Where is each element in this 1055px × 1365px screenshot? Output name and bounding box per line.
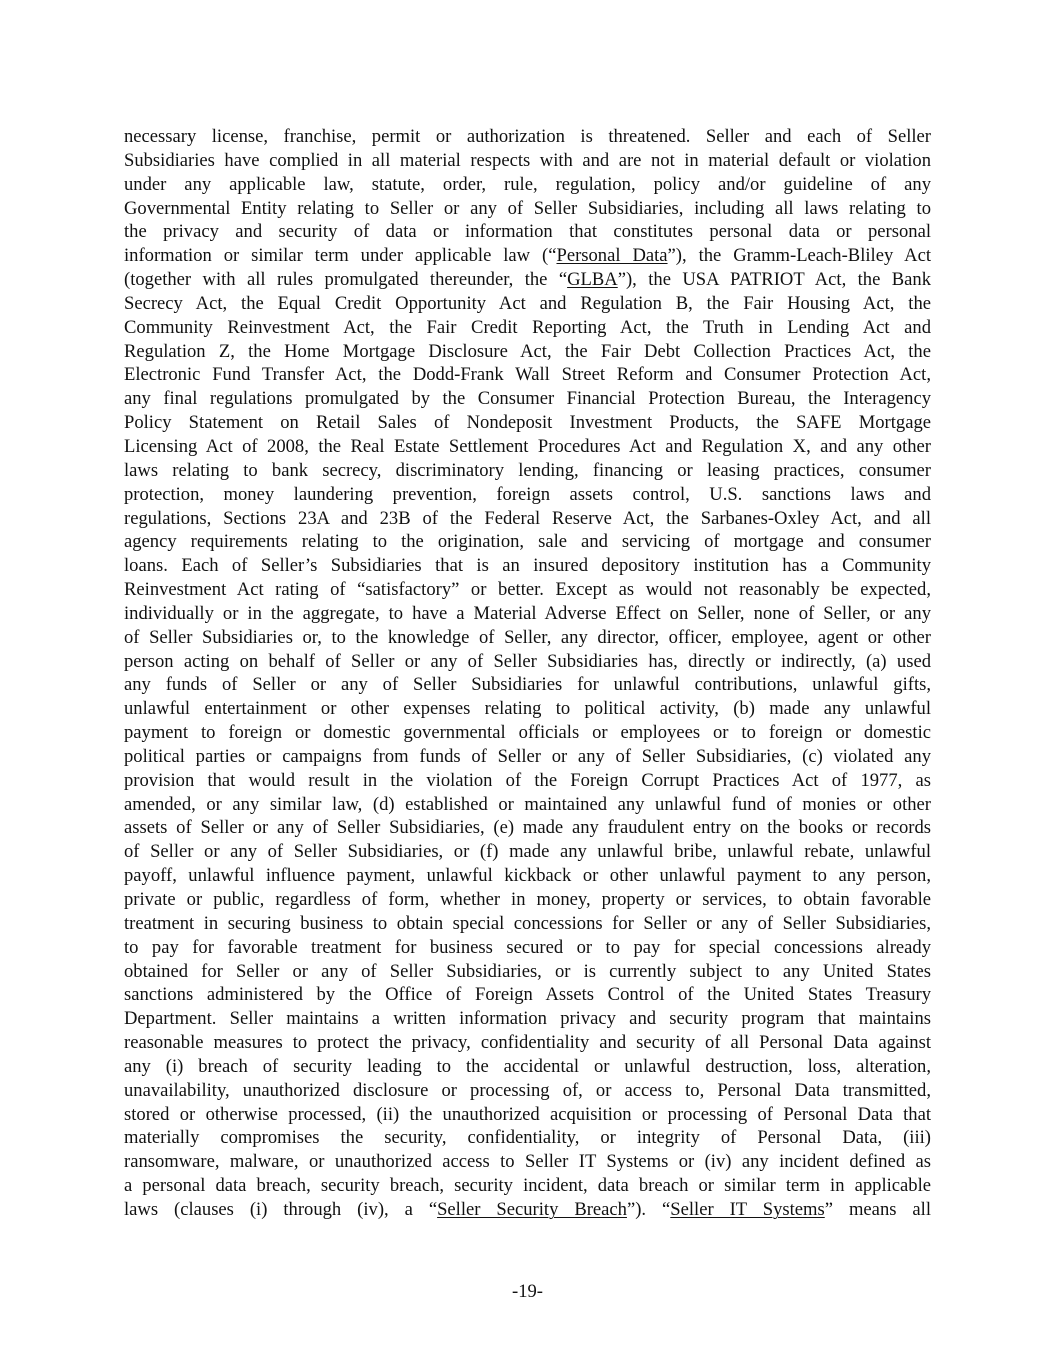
text-line (124, 554, 931, 578)
text-run: ”), the Gramm-Leach-Bliley Act (667, 245, 931, 267)
text-run: Regulation Z, the Home Mortgage Disclosure Act, the Fair Debt Collection Practices Act, the (124, 340, 931, 362)
text-line (124, 459, 931, 483)
text-run: loans. Each of Seller’s Subsidiaries that is an insured depository institution has a Community (124, 555, 931, 577)
text-line (124, 650, 931, 674)
text-line (124, 363, 931, 387)
text-line (124, 411, 931, 435)
text-run: (together with all rules promulgated thereunder, the “ (124, 269, 568, 291)
text-line (124, 149, 931, 173)
text-run: a personal data breach, security breach, security incident, data breach or similar term in applicable (124, 1175, 931, 1197)
text-run: of Seller or any of Seller Subsidiaries, or (f) made any unlawful bribe, unlawful rebate, unlawful (124, 841, 931, 863)
text-line (124, 769, 931, 793)
text-run: private or public, regardless of form, whether in money, property or services, to obtain favorable (124, 889, 931, 910)
text-line (124, 1031, 931, 1055)
text-line (124, 268, 931, 292)
text-line (124, 983, 931, 1007)
text-line (124, 1055, 931, 1079)
text-line (124, 793, 931, 817)
text-line (124, 1126, 931, 1150)
text-line (124, 1007, 931, 1031)
text-line (124, 435, 931, 459)
text-run: Secrecy Act, the Equal Credit Opportunity Act and Regulation B, the Fair Housing Act, the (124, 292, 931, 314)
text-run: ” means all (824, 1198, 932, 1220)
text-run: any funds of Seller or any of Seller Subsidiaries for unlawful contributions, unlawful gifts, (124, 674, 931, 696)
text-run: Reinvestment Act rating of “satisfactory” or better. Except as would not reasonably be expected, (124, 579, 931, 601)
text-line (124, 483, 931, 507)
text-line (124, 316, 931, 340)
text-line (124, 673, 931, 697)
defined-term: Seller Security Breach (437, 1198, 627, 1220)
text-run: laws relating to bank secrecy, discriminatory lending, financing or leasing practices, consumer (124, 459, 931, 481)
text-line (124, 912, 931, 936)
text-line (124, 340, 931, 364)
text-run: Department. Seller maintains a written information privacy and security program that maintains (124, 1008, 931, 1030)
text-run: sanctions administered by the Office of Foreign Assets Control of the United States Treasury (124, 984, 931, 1006)
text-line (124, 936, 931, 960)
text-run: stored or otherwise processed, (ii) the unauthorized acquisition or processing of Personal Data that (124, 1103, 931, 1125)
text-run: of Seller Subsidiaries or, to the knowledge of Seller, any director, officer, employee, agent or other (124, 626, 931, 648)
defined-term: GLBA (567, 269, 618, 291)
text-line (124, 244, 931, 268)
text-run: unavailability, unauthorized disclosure or processing of, or access to, Personal Data transmitted, (124, 1079, 931, 1101)
text-run: the privacy and security of data or information that constitutes personal data or personal (124, 221, 931, 243)
text-run: individually or in the aggregate, to have a Material Adverse Effect on Seller, none of Seller, or any (124, 602, 931, 624)
text-run: Electronic Fund Transfer Act, the Dodd-Frank Wall Street Reform and Consumer Protection Act, (124, 364, 931, 386)
text-line (124, 1198, 931, 1222)
defined-term: Seller IT Systems (670, 1198, 825, 1220)
text-run: laws (clauses (i) through (iv), a “ (124, 1198, 438, 1220)
text-line (124, 697, 931, 721)
text-line (124, 745, 931, 769)
text-line (124, 888, 931, 912)
text-line (124, 387, 931, 411)
text-run: agency requirements relating to the origination, sale and servicing of mortgage and consumer (124, 531, 931, 553)
text-run: political parties or campaigns from funds of Seller or any of Seller Subsidiaries, (c) violated any (124, 745, 931, 767)
text-run: Licensing Act of 2008, the Real Estate Settlement Procedures Act and Regulation X, and any other (124, 435, 931, 457)
text-run: Subsidiaries have complied in all material respects with and are not in material default or violation (124, 149, 931, 171)
text-line (124, 173, 931, 197)
text-line (124, 1174, 931, 1198)
text-run: Community Reinvestment Act, the Fair Credit Reporting Act, the Truth in Lending Act and (124, 316, 931, 338)
text-line (124, 721, 931, 745)
text-run: treatment in securing business to obtain special concessions for Seller or any of Seller Subsidiaries, (124, 912, 931, 934)
text-line (124, 125, 931, 149)
text-line (124, 578, 931, 602)
text-line (124, 960, 931, 984)
text-run: any final regulations promulgated by the Consumer Financial Protection Bureau, the Interagency (124, 388, 931, 410)
text-run: ”), the USA PATRIOT Act, the Bank (617, 269, 931, 291)
text-line (124, 840, 931, 864)
text-run: materially compromises the security, confidentiality, or integrity of Personal Data, (iii) (124, 1127, 931, 1149)
text-run: Policy Statement on Retail Sales of Nondeposit Investment Products, the SAFE Mortgage (124, 412, 931, 434)
text-run: ”). “ (626, 1198, 671, 1220)
text-run: assets of Seller or any of Seller Subsidiaries, (e) made any fraudulent entry on the books or records (124, 817, 931, 839)
text-line (124, 1150, 931, 1174)
text-line (124, 220, 931, 244)
text-run: unlawful entertainment or other expenses relating to political activity, (b) made any unlawful (124, 698, 931, 720)
text-run: reasonable measures to protect the privacy, confidentiality and security of all Personal Data against (124, 1032, 931, 1054)
text-run: payment to foreign or domestic governmental officials or employees or to foreign or domestic (124, 722, 931, 744)
text-line (124, 626, 931, 650)
text-line (124, 530, 931, 554)
text-run: person acting on behalf of Seller or any of Seller Subsidiaries has, directly or indirectly, (a) used (124, 650, 931, 672)
text-line (124, 197, 931, 221)
text-run: payoff, unlawful influence payment, unlawful kickback or other unlawful payment to any person, (124, 865, 931, 887)
text-run: obtained for Seller or any of Seller Subsidiaries, or is currently subject to any United States (124, 960, 931, 982)
text-run: any (i) breach of security leading to the accidental or unlawful destruction, loss, alteration, (124, 1055, 931, 1077)
text-run: protection, money laundering prevention, foreign assets control, U.S. sanctions laws and (124, 483, 931, 505)
text-run: provision that would result in the violation of the Foreign Corrupt Practices Act of 1977, as (124, 769, 931, 791)
text-run: ransomware, malware, or unauthorized access to Seller IT Systems or (iv) any incident defined as (124, 1151, 931, 1173)
text-run: information or similar term under applicable law (“ (124, 245, 557, 267)
text-line (124, 1103, 931, 1127)
text-run: Governmental Entity relating to Seller or any of Seller Subsidiaries, including all laws relating to (124, 197, 931, 219)
text-line (124, 816, 931, 840)
text-line (124, 602, 931, 626)
text-line (124, 507, 931, 531)
text-run: under any applicable law, statute, order, rule, regulation, policy and/or guideline of any (124, 173, 931, 195)
page-number: -19- (512, 1281, 543, 1302)
text-line (124, 1079, 931, 1103)
text-line (124, 864, 931, 888)
text-run: to pay for favorable treatment for business secured or to pay for special concessions already (124, 936, 931, 958)
text-line (124, 292, 931, 316)
text-run: necessary license, franchise, permit or authorization is threatened. Seller and each of Seller (124, 126, 931, 147)
defined-term: Personal Data (556, 245, 668, 267)
text-run: regulations, Sections 23A and 23B of the Federal Reserve Act, the Sarbanes-Oxley Act, and all (124, 507, 931, 529)
text-run: amended, or any similar law, (d) established or maintained any unlawful fund of monies or other (124, 793, 931, 815)
body-paragraph (124, 125, 931, 1222)
